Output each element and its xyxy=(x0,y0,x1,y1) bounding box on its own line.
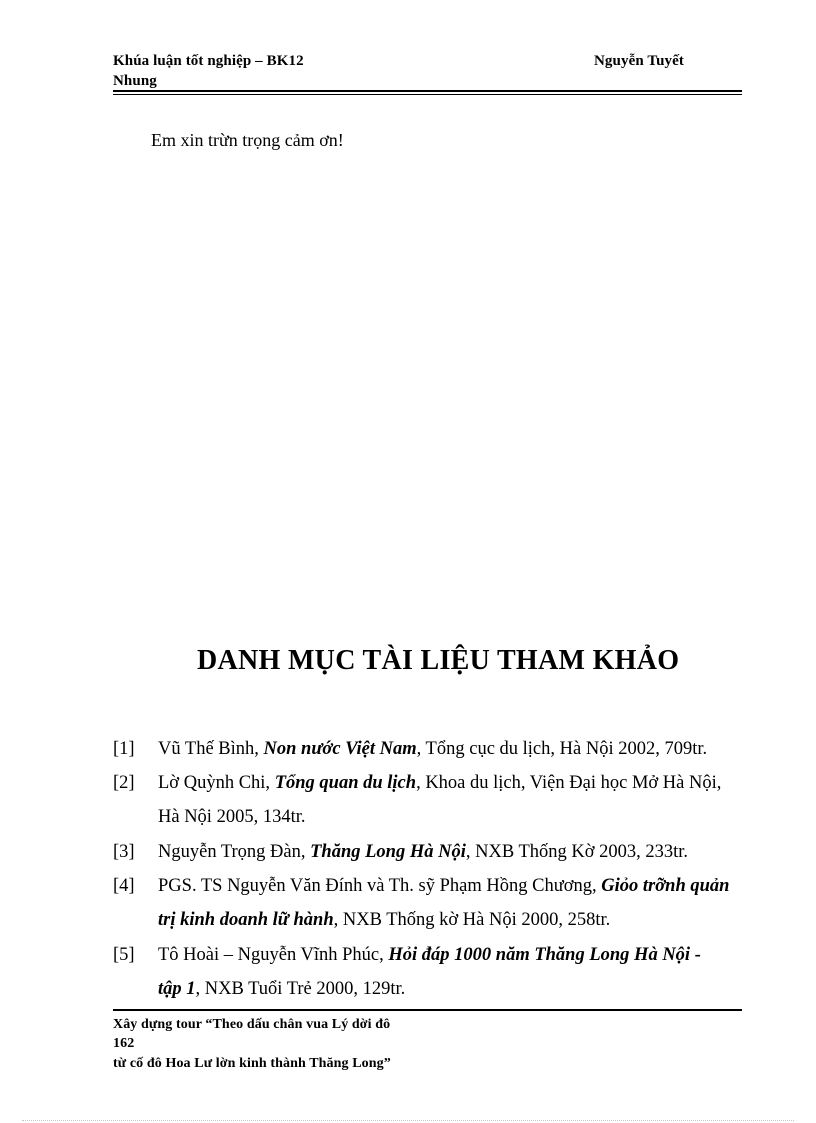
header-right: Nguyễn Tuyết xyxy=(594,53,684,69)
reference-work-title: Hỏi đáp 1000 năm Thăng Long Hà Nội - xyxy=(388,945,701,965)
reference-author: PGS. TS Nguyễn Văn Đính và Th. sỹ Phạm Hồng Chương, xyxy=(158,876,602,896)
reference-author: Lờ Quỳnh Chi, xyxy=(158,773,275,793)
reference-publisher: , Khoa du lịch, Viện Đại học Mở Hà Nội, xyxy=(416,773,722,793)
reference-number: [2] xyxy=(113,773,135,793)
page-number: 162 xyxy=(113,1036,135,1051)
reference-continuation xyxy=(158,910,610,931)
section-title: DANH MỤC TÀI LIỆU THAM KHẢO xyxy=(197,645,680,676)
reference-item-4 xyxy=(158,876,729,897)
reference-item-2 xyxy=(158,773,721,794)
reference-work-title: Non nước Việt Nam xyxy=(263,739,417,759)
footer-rule xyxy=(113,1009,742,1011)
reference-number: [1] xyxy=(113,739,135,759)
header-left-line1: Khúa luận tốt nghiệp – BK12 xyxy=(113,53,304,69)
reference-item-5 xyxy=(158,945,701,966)
reference-author: Nguyễn Trọng Đàn, xyxy=(158,842,311,862)
reference-continuation xyxy=(158,979,405,1000)
reference-item-1 xyxy=(158,739,707,760)
footer-line1: Xây dựng tour “Theo dấu chân vua Lý dời đô xyxy=(113,1017,391,1032)
reference-number: [4] xyxy=(113,876,135,896)
reference-work-title: Giỏo trỡnh quản xyxy=(601,876,730,896)
header-rule xyxy=(113,90,742,92)
reference-work-title: trị kinh doanh lữ hành xyxy=(158,910,334,930)
reference-work-title: Thăng Long Hà Nội xyxy=(310,842,466,862)
reference-publisher: , NXB Thống Kờ 2003, 233tr. xyxy=(465,842,689,862)
header-rule-thin xyxy=(113,94,742,95)
reference-item-3 xyxy=(158,842,688,863)
reference-publisher: , NXB Tuổi Trẻ 2000, 129tr. xyxy=(195,979,406,999)
reference-author: Vũ Thế Bình, xyxy=(158,739,264,759)
header-left-line2: Nhung xyxy=(113,73,157,89)
reference-number: [5] xyxy=(113,945,135,965)
page-edge-divider xyxy=(22,1120,794,1121)
reference-work-title: tập 1 xyxy=(158,979,196,999)
reference-continuation: Hà Nội 2005, 134tr. xyxy=(158,807,306,827)
reference-publisher: , NXB Thống kờ Hà Nội 2000, 258tr. xyxy=(333,910,611,930)
footer-line3: từ cố đô Hoa Lư lờn kinh thành Thăng Long” xyxy=(113,1056,391,1071)
closing-text: Em xin trừn trọng cảm ơn! xyxy=(151,130,344,150)
reference-work-title: Tổng quan du lịch xyxy=(274,773,417,793)
reference-publisher: , Tổng cục du lịch, Hà Nội 2002, 709tr. xyxy=(416,739,708,759)
reference-number: [3] xyxy=(113,842,135,862)
reference-author: Tô Hoài – Nguyễn Vĩnh Phúc, xyxy=(158,945,389,965)
